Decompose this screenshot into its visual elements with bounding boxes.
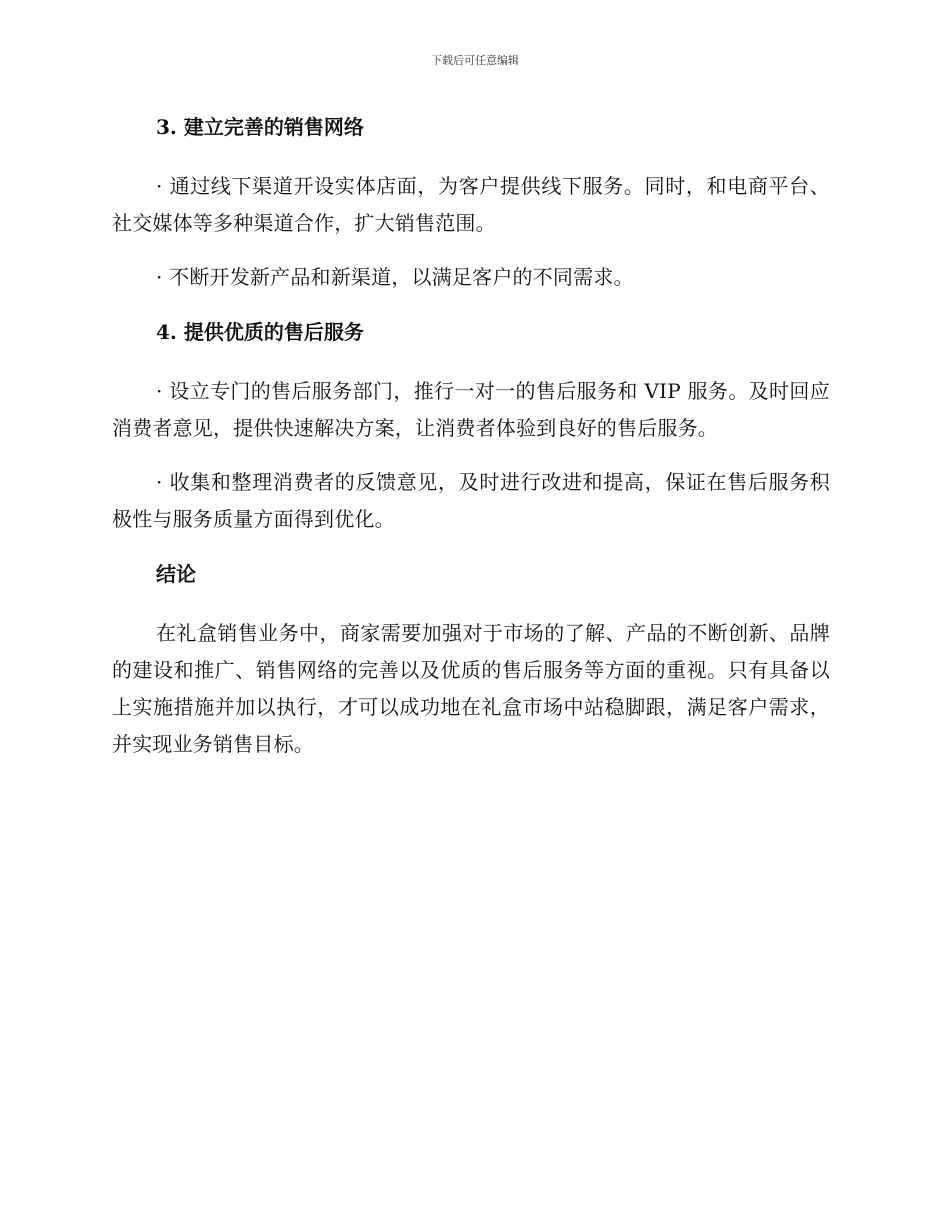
paragraph: · 不断开发新产品和新渠道，以满足客户的不同需求。	[156, 265, 634, 289]
paragraph: · 收集和整理消费者的反馈意见，及时进行改进和提高，保证在售后服务积极性与服务质量方面得到优化。	[112, 470, 830, 531]
section-heading: 3. 建立完善的销售网络	[156, 115, 364, 139]
section-heading: 结论	[156, 562, 196, 586]
section-heading: 4. 提供优质的售后服务	[156, 320, 364, 344]
paragraph: · 设立专门的售后服务部门，推行一对一的售后服务和 VIP 服务。及时回应消费者意见，提供快速解决方案，让消费者体验到良好的售后服务。	[112, 379, 830, 440]
paragraph: 在礼盒销售业务中，商家需要加强对于市场的了解、产品的不断创新、品牌的建设和推广、销售网络的完善以及优质的售后服务等方面的重视。只有具备以上实施措施并加以执行，才可以成功地在礼盒市场中站稳脚跟，满足客户需求，并实现业务销售目标。	[112, 621, 830, 756]
document-body	[112, 108, 830, 780]
paragraph: · 通过线下渠道开设实体店面，为客户提供线下服务。同时，和电商平台、社交媒体等多种渠道合作，扩大销售范围。	[112, 174, 830, 235]
page-header: 下载后可任意编辑	[431, 54, 519, 67]
